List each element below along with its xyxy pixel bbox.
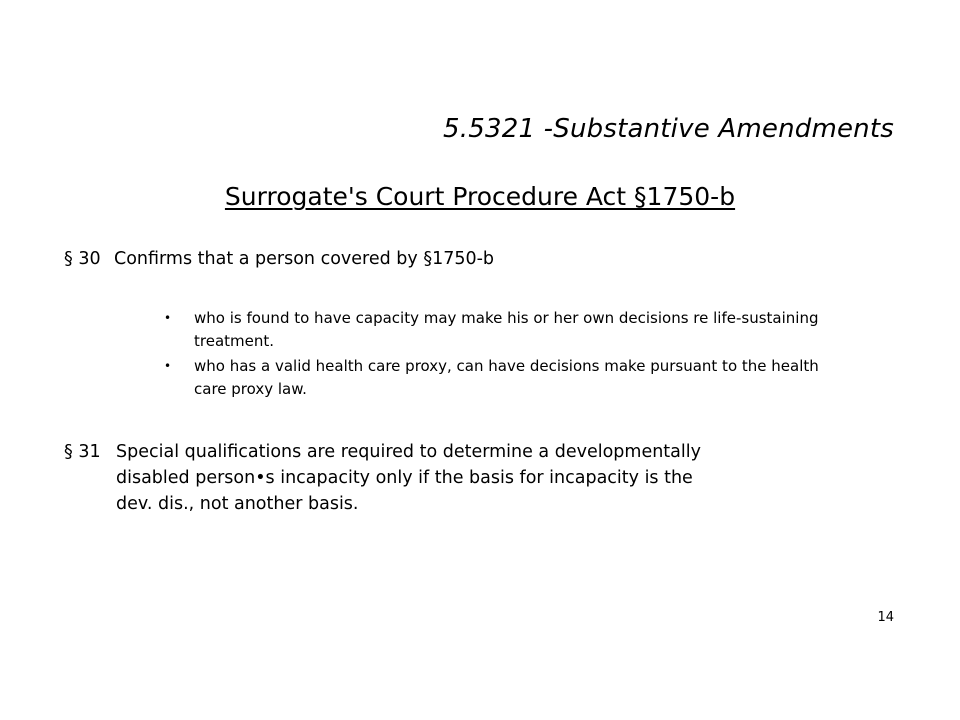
- slide-title: 5.5321 -Substantive Amendments: [443, 114, 894, 144]
- bullet-text: who is found to have capacity may make his or her own decisions re life-sustaining treatment.: [194, 309, 819, 350]
- slide-subtitle: Surrogate's Court Procedure Act §1750-b: [224, 182, 736, 211]
- section-31-symbol: § 31: [64, 442, 101, 462]
- section-30-text: Confirms that a person covered by §1750-b: [114, 249, 495, 269]
- bullet-item: [160, 355, 850, 401]
- bullet-item: [160, 307, 850, 353]
- section-31-text: Special qualifications are required to determine a developmentally disabled person•s incapacity only if the basis for incapacity is the dev. dis., not another basis.: [116, 442, 701, 514]
- bullet-dot-icon: •: [164, 311, 172, 325]
- bullet-dot-icon: •: [164, 359, 172, 373]
- section-30-symbol: § 30: [64, 249, 101, 269]
- bullet-text: who has a valid health care proxy, can have decisions make pursuant to the health care proxy law.: [194, 357, 819, 398]
- section-31: [64, 439, 704, 517]
- page-number: 14: [877, 610, 894, 625]
- section-30: [64, 249, 494, 269]
- section-30-bullet-list: [160, 307, 850, 403]
